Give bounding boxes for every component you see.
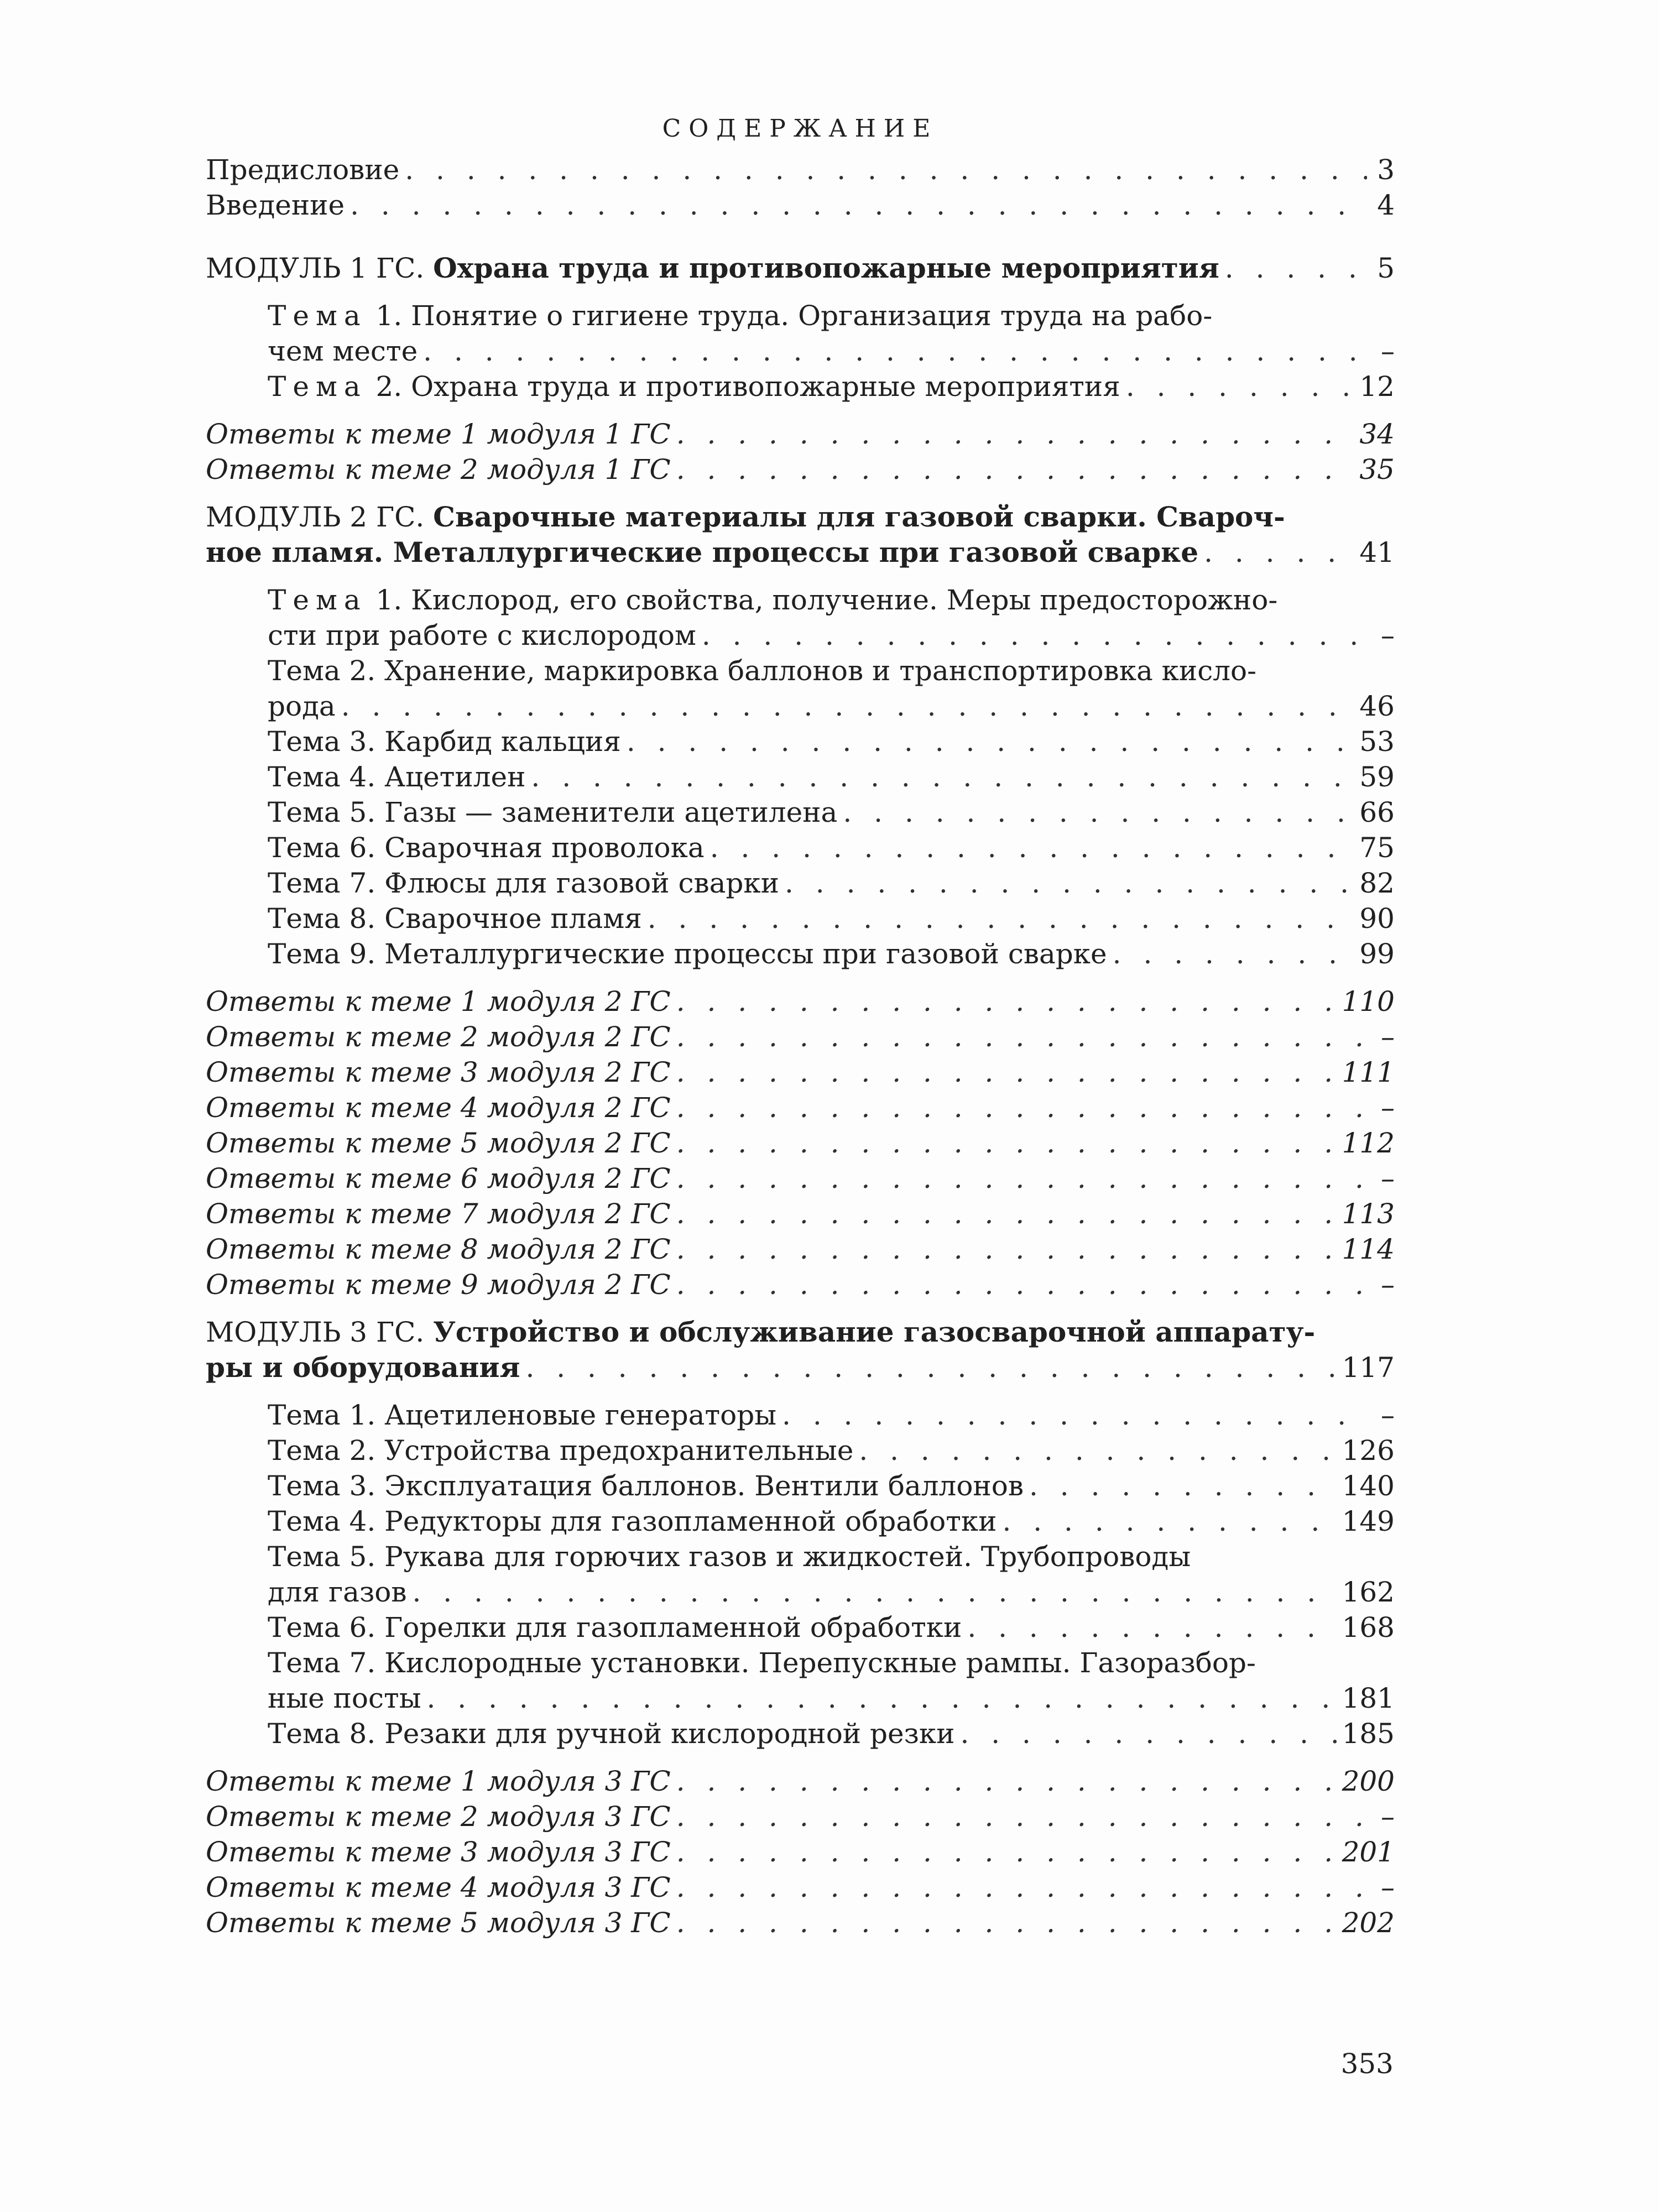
toc-title: СОДЕРЖАНИЕ bbox=[662, 114, 938, 143]
entry-text: Ответы к теме 4 модуля 3 ГС bbox=[206, 1871, 671, 1903]
spacer bbox=[206, 487, 1395, 499]
topic-text: Тема 5. Рукава для горючих газов и жидкостей. Трубопроводы bbox=[268, 1541, 1191, 1573]
leader-dots bbox=[676, 416, 1354, 452]
leader-dots bbox=[782, 1397, 1367, 1433]
entry-page: 112 bbox=[1342, 1127, 1395, 1159]
entry-page: 53 bbox=[1359, 726, 1395, 758]
entry-page: 162 bbox=[1342, 1576, 1395, 1608]
leader-dots bbox=[676, 1870, 1367, 1905]
toc-topic-m3-6 bbox=[206, 1610, 1395, 1645]
leader-dots bbox=[676, 1019, 1367, 1055]
module-prefix: МОДУЛЬ 1 ГС. bbox=[206, 252, 425, 284]
entry-text: Ответы к теме 3 модуля 2 ГС bbox=[206, 1056, 671, 1088]
entry-page: 3 bbox=[1377, 154, 1395, 186]
entry-page: 82 bbox=[1359, 867, 1395, 899]
entry-text: Ответы к теме 1 модуля 3 ГС bbox=[206, 1765, 671, 1797]
leader-dots bbox=[676, 1232, 1337, 1267]
entry-text: Тема 3. Эксплуатация баллонов. Вентили баллонов bbox=[268, 1470, 1024, 1502]
entry-page: – bbox=[1381, 619, 1395, 651]
toc-topic-m1-2 bbox=[206, 369, 1395, 404]
toc-answers-m2-8 bbox=[206, 1232, 1395, 1267]
toc-answers-m3-4 bbox=[206, 1870, 1395, 1905]
toc-topic-m2-7 bbox=[206, 865, 1395, 901]
toc-answers-m2-9 bbox=[206, 1267, 1395, 1302]
toc-topic-m2-3 bbox=[206, 724, 1395, 759]
topic-text: Тема 7. Кислородные установки. Перепускные рампы. Газоразбор- bbox=[268, 1647, 1256, 1679]
entry-page: 114 bbox=[1342, 1233, 1395, 1265]
leader-dots bbox=[676, 1161, 1367, 1196]
leader-dots bbox=[676, 1834, 1337, 1870]
entry-page: 181 bbox=[1342, 1682, 1395, 1714]
leader-dots bbox=[676, 1196, 1337, 1232]
entry-text: Тема 5. Газы — заменители ацетилена bbox=[268, 796, 838, 828]
toc-answers-m2-5 bbox=[206, 1125, 1395, 1161]
toc-module-2 bbox=[206, 499, 1395, 570]
table-of-contents bbox=[206, 113, 1395, 1940]
entry-text: Ответы к теме 5 модуля 2 ГС bbox=[206, 1127, 671, 1159]
module-title-cont: ры и оборудования bbox=[206, 1351, 520, 1384]
leader-dots bbox=[710, 830, 1354, 865]
toc-topic-m2-2 bbox=[206, 653, 1395, 724]
toc-entry-preface bbox=[206, 152, 1395, 187]
entry-text: Ответы к теме 2 модуля 1 ГС bbox=[206, 453, 671, 486]
leader-dots bbox=[676, 1764, 1337, 1799]
toc-answers-m2-1 bbox=[206, 984, 1395, 1019]
module-prefix: МОДУЛЬ 3 ГС. bbox=[206, 1316, 425, 1348]
entry-page: 113 bbox=[1342, 1198, 1395, 1230]
module-title: Устройство и обслуживание газосварочной аппарату- bbox=[433, 1316, 1316, 1348]
toc-topic-m2-5 bbox=[206, 795, 1395, 830]
spacer bbox=[206, 1385, 1395, 1397]
entry-text: Ответы к теме 9 модуля 2 ГС bbox=[206, 1269, 671, 1301]
toc-entry-introduction bbox=[206, 187, 1395, 223]
entry-page: 66 bbox=[1359, 796, 1395, 828]
entry-text: Ответы к теме 6 модуля 2 ГС bbox=[206, 1162, 671, 1194]
entry-page: – bbox=[1381, 1021, 1395, 1053]
leader-dots bbox=[676, 1090, 1367, 1125]
toc-answers-m1-2 bbox=[206, 452, 1395, 487]
spacer bbox=[206, 286, 1395, 298]
toc-topic-m3-7 bbox=[206, 1645, 1395, 1716]
leader-dots bbox=[648, 901, 1354, 936]
leader-dots bbox=[859, 1433, 1336, 1468]
entry-text: Предисловие bbox=[206, 154, 400, 186]
toc-module-1 bbox=[206, 251, 1395, 286]
entry-text: Тема 9. Металлургические процессы при газовой сварке bbox=[268, 938, 1107, 970]
entry-page: – bbox=[1381, 1162, 1395, 1194]
leader-dots bbox=[1225, 251, 1367, 286]
entry-text: Введение bbox=[206, 189, 345, 221]
entry-text: Ответы к теме 2 модуля 3 ГС bbox=[206, 1801, 671, 1833]
spacer bbox=[206, 1302, 1395, 1314]
entry-page: 111 bbox=[1342, 1056, 1395, 1088]
entry-page: – bbox=[1381, 1269, 1395, 1301]
module-title: Охрана труда и противопожарные мероприятия bbox=[433, 252, 1219, 284]
leader-dots bbox=[676, 1125, 1337, 1161]
leader-dots bbox=[702, 618, 1367, 653]
entry-page: 46 bbox=[1359, 690, 1395, 722]
toc-topic-m3-3 bbox=[206, 1468, 1395, 1504]
entry-page: 35 bbox=[1359, 453, 1395, 486]
toc-topic-m2-4 bbox=[206, 759, 1395, 795]
entry-page: – bbox=[1381, 1801, 1395, 1833]
topic-text-cont: сти при работе с кислородом bbox=[268, 619, 696, 651]
page-number: 353 bbox=[1340, 2048, 1394, 2080]
entry-page: 99 bbox=[1359, 938, 1395, 970]
toc-answers-m2-2 bbox=[206, 1019, 1395, 1055]
leader-dots bbox=[427, 1681, 1337, 1716]
entry-page: 34 bbox=[1359, 418, 1395, 450]
leader-dots bbox=[1029, 1468, 1337, 1504]
spacer bbox=[206, 404, 1395, 416]
toc-topic-m3-5 bbox=[206, 1539, 1395, 1610]
leader-dots bbox=[676, 1055, 1337, 1090]
toc-topic-m3-1 bbox=[206, 1397, 1395, 1433]
topic-text: Тема 2. Хранение, маркировка баллонов и транспортировка кисло- bbox=[268, 655, 1256, 687]
entry-page: 110 bbox=[1342, 985, 1395, 1018]
topic-label: Тема bbox=[268, 584, 367, 616]
entry-page: 59 bbox=[1359, 761, 1395, 793]
toc-answers-m3-5 bbox=[206, 1905, 1395, 1940]
entry-page: 185 bbox=[1342, 1718, 1395, 1750]
entry-page: – bbox=[1381, 1871, 1395, 1903]
entry-text: Тема 1. Ацетиленовые генераторы bbox=[268, 1399, 777, 1431]
entry-text: Ответы к теме 3 модуля 3 ГС bbox=[206, 1836, 671, 1868]
entry-text: Ответы к теме 4 модуля 2 ГС bbox=[206, 1092, 671, 1124]
leader-dots bbox=[413, 1574, 1337, 1610]
entry-page: 90 bbox=[1359, 902, 1395, 935]
module-title: Сварочные материалы для газовой сварки. Свароч- bbox=[433, 500, 1285, 533]
entry-page: 140 bbox=[1342, 1470, 1395, 1502]
leader-dots bbox=[676, 1905, 1337, 1940]
toc-topic-m3-4 bbox=[206, 1504, 1395, 1539]
entry-text: Ответы к теме 7 модуля 2 ГС bbox=[206, 1198, 671, 1230]
leader-dots bbox=[531, 759, 1354, 795]
entry-text: Ответы к теме 1 модуля 2 ГС bbox=[206, 985, 671, 1018]
spacer bbox=[206, 223, 1395, 251]
entry-page: 4 bbox=[1377, 189, 1395, 221]
entry-page: 5 bbox=[1377, 252, 1395, 284]
entry-page: – bbox=[1381, 1092, 1395, 1124]
topic-text: 2. Охрана труда и противопожарные мероприятия bbox=[367, 371, 1120, 403]
leader-dots bbox=[843, 795, 1354, 830]
entry-text: Тема 2. Устройства предохранительные bbox=[268, 1434, 854, 1467]
entry-text: Ответы к теме 1 модуля 1 ГС bbox=[206, 418, 671, 450]
leader-dots bbox=[350, 187, 1367, 223]
leader-dots bbox=[676, 452, 1354, 487]
leader-dots bbox=[405, 152, 1367, 187]
entry-page: 117 bbox=[1342, 1352, 1395, 1384]
entry-text: Тема 4. Редукторы для газопламенной обработки bbox=[268, 1505, 997, 1537]
entry-text: Тема 8. Резаки для ручной кислородной резки bbox=[268, 1718, 955, 1750]
spacer bbox=[206, 972, 1395, 984]
leader-dots bbox=[676, 984, 1337, 1019]
entry-text: Ответы к теме 5 модуля 3 ГС bbox=[206, 1907, 671, 1939]
module-prefix: МОДУЛЬ 2 ГС. bbox=[206, 501, 425, 533]
leader-dots bbox=[525, 1350, 1336, 1385]
entry-text: Тема 6. Сварочная проволока bbox=[268, 832, 705, 864]
toc-topic-m3-8 bbox=[206, 1716, 1395, 1751]
entry-text: Тема 8. Сварочное пламя bbox=[268, 902, 642, 935]
leader-dots bbox=[1204, 535, 1354, 570]
toc-topic-m1-1 bbox=[206, 298, 1395, 369]
toc-answers-m2-3 bbox=[206, 1055, 1395, 1090]
spacer bbox=[206, 1751, 1395, 1764]
leader-dots bbox=[627, 724, 1354, 759]
entry-page: 149 bbox=[1342, 1505, 1395, 1537]
leader-dots bbox=[423, 333, 1367, 369]
toc-answers-m1-1 bbox=[206, 416, 1395, 452]
module-title-cont: ное пламя. Металлургические процессы при газовой сварке bbox=[206, 536, 1199, 568]
toc-topic-m2-1 bbox=[206, 582, 1395, 653]
topic-text: 1. Кислород, его свойства, получение. Меры предосторожно- bbox=[367, 584, 1278, 616]
entry-text: Тема 6. Горелки для газопламенной обработки bbox=[268, 1611, 962, 1644]
entry-page: 200 bbox=[1342, 1765, 1395, 1797]
toc-topic-m2-8 bbox=[206, 901, 1395, 936]
entry-page: 168 bbox=[1342, 1611, 1395, 1644]
leader-dots bbox=[341, 688, 1354, 724]
leader-dots bbox=[785, 865, 1354, 901]
entry-page: 12 bbox=[1359, 371, 1395, 403]
entry-page: 41 bbox=[1359, 536, 1395, 568]
spacer bbox=[206, 570, 1395, 582]
toc-answers-m3-3 bbox=[206, 1834, 1395, 1870]
topic-text: 1. Понятие о гигиене труда. Организация труда на рабо- bbox=[367, 300, 1213, 332]
toc-topic-m2-6 bbox=[206, 830, 1395, 865]
leader-dots bbox=[967, 1610, 1336, 1645]
leader-dots bbox=[1126, 369, 1354, 404]
entry-page: 75 bbox=[1359, 832, 1395, 864]
toc-answers-m2-7 bbox=[206, 1196, 1395, 1232]
topic-text-cont: чем месте bbox=[268, 335, 418, 367]
leader-dots bbox=[1002, 1504, 1336, 1539]
topic-label: Тема bbox=[268, 371, 367, 403]
entry-page: – bbox=[1381, 335, 1395, 367]
topic-text-cont: для газов bbox=[268, 1576, 407, 1608]
entry-text: Тема 4. Ацетилен bbox=[268, 761, 526, 793]
leader-dots bbox=[1113, 936, 1354, 972]
leader-dots bbox=[676, 1799, 1367, 1834]
topic-text-cont: рода bbox=[268, 690, 336, 722]
toc-answers-m2-4 bbox=[206, 1090, 1395, 1125]
leader-dots bbox=[676, 1267, 1367, 1302]
topic-text-cont: ные посты bbox=[268, 1682, 421, 1714]
entry-page: 202 bbox=[1342, 1907, 1395, 1939]
leader-dots bbox=[960, 1716, 1336, 1751]
entry-page: – bbox=[1381, 1399, 1395, 1431]
toc-answers-m3-2 bbox=[206, 1799, 1395, 1834]
topic-label: Тема bbox=[268, 300, 367, 332]
entry-text: Тема 3. Карбид кальция bbox=[268, 726, 621, 758]
toc-answers-m2-6 bbox=[206, 1161, 1395, 1196]
entry-text: Ответы к теме 8 модуля 2 ГС bbox=[206, 1233, 671, 1265]
toc-topic-m2-9 bbox=[206, 936, 1395, 972]
entry-page: 126 bbox=[1342, 1434, 1395, 1467]
entry-page: 201 bbox=[1342, 1836, 1395, 1868]
toc-topic-m3-2 bbox=[206, 1433, 1395, 1468]
entry-text: Тема 7. Флюсы для газовой сварки bbox=[268, 867, 779, 899]
toc-module-3 bbox=[206, 1314, 1395, 1385]
toc-answers-m3-1 bbox=[206, 1764, 1395, 1799]
entry-text: Ответы к теме 2 модуля 2 ГС bbox=[206, 1021, 671, 1053]
